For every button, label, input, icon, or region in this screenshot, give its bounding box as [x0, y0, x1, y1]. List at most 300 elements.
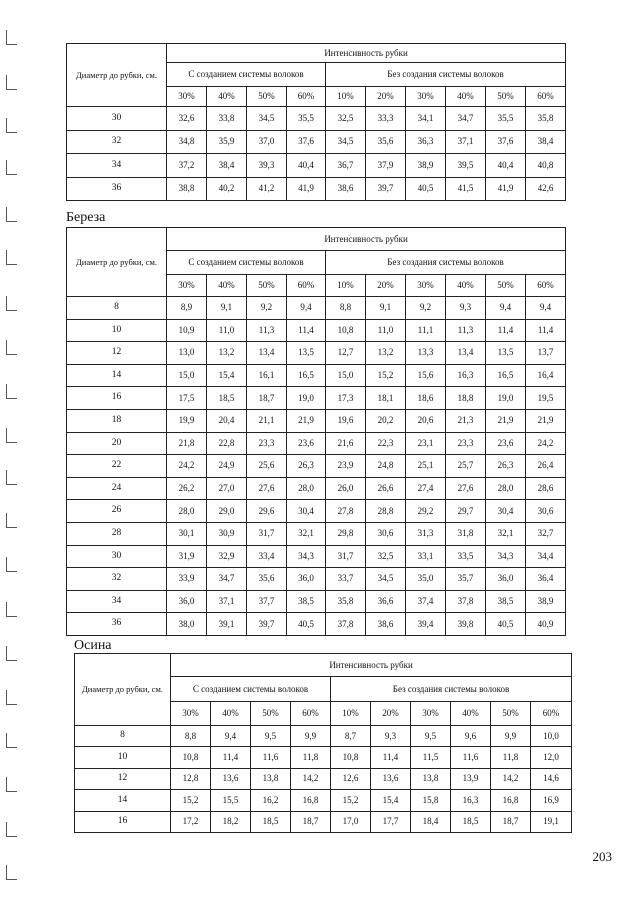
value-cell: 37,6 [287, 130, 326, 154]
table-row [67, 130, 566, 154]
value-cell: 23,3 [247, 432, 287, 455]
value-cell: 14,2 [291, 768, 331, 789]
percent-header: 20% [371, 702, 411, 726]
value-cell: 17,0 [331, 811, 371, 832]
value-cell: 13,8 [251, 768, 291, 789]
page-number: 203 [592, 849, 612, 864]
percent-header: 60% [287, 275, 326, 297]
value-cell: 39,8 [446, 613, 486, 636]
table-row [67, 342, 566, 365]
value-cell: 25,1 [406, 455, 446, 478]
header-row [67, 44, 566, 63]
value-cell: 38,4 [526, 130, 566, 154]
value-cell: 18,6 [406, 387, 446, 410]
value-cell: 39,4 [406, 613, 446, 636]
value-cell: 37,8 [446, 590, 486, 613]
value-cell: 15,0 [167, 364, 207, 387]
intensity-header: Интенсивность рубки [171, 654, 572, 677]
value-cell: 11,5 [411, 747, 451, 768]
intensity-header: Интенсивность рубки [167, 44, 566, 63]
value-cell: 39,7 [247, 613, 287, 636]
value-cell: 15,5 [211, 790, 251, 811]
value-cell: 38,8 [167, 177, 207, 201]
value-cell: 32,7 [526, 522, 566, 545]
value-cell: 35,9 [207, 130, 247, 154]
value-cell: 10,0 [531, 726, 572, 747]
value-cell: 16,1 [247, 364, 287, 387]
value-cell: 28,6 [526, 477, 566, 500]
value-cell: 37,2 [167, 154, 207, 178]
value-cell: 27,6 [247, 477, 287, 500]
value-cell: 9,4 [526, 297, 566, 320]
value-cell: 19,9 [167, 409, 207, 432]
value-cell: 14,6 [531, 768, 572, 789]
value-cell: 26,3 [486, 455, 526, 478]
value-cell: 35,5 [486, 107, 526, 131]
value-cell: 8,9 [167, 297, 207, 320]
value-cell: 33,8 [207, 107, 247, 131]
margin-mark [6, 557, 17, 572]
table-row [67, 387, 566, 410]
value-cell: 13,3 [406, 342, 446, 365]
diameter-cell: 12 [75, 768, 171, 789]
value-cell: 11,8 [291, 747, 331, 768]
without-portages-header: Без создания системы волоков [326, 63, 566, 87]
value-cell: 20,2 [366, 409, 406, 432]
percent-header: 60% [287, 87, 326, 107]
value-cell: 22,8 [207, 432, 247, 455]
diameter-header: Диаметр до рубки, см. [67, 228, 167, 297]
value-cell: 18,1 [366, 387, 406, 410]
diameter-cell: 28 [67, 522, 167, 545]
value-cell: 28,0 [486, 477, 526, 500]
value-cell: 17,2 [171, 811, 211, 832]
value-cell: 9,3 [371, 726, 411, 747]
value-cell: 15,0 [326, 364, 366, 387]
data-table [66, 43, 566, 201]
value-cell: 36,6 [366, 590, 406, 613]
value-cell: 32,1 [287, 522, 326, 545]
diameter-cell: 18 [67, 409, 167, 432]
value-cell: 11,3 [446, 319, 486, 342]
percent-header: 30% [406, 275, 446, 297]
diameter-cell: 12 [67, 342, 167, 365]
value-cell: 8,8 [326, 297, 366, 320]
table-row [67, 409, 566, 432]
value-cell: 13,5 [287, 342, 326, 365]
table-row [75, 811, 572, 832]
value-cell: 11,4 [371, 747, 411, 768]
value-cell: 18,7 [291, 811, 331, 832]
value-cell: 36,0 [167, 590, 207, 613]
value-cell: 30,1 [167, 522, 207, 545]
value-cell: 12,7 [326, 342, 366, 365]
value-cell: 13,9 [451, 768, 491, 789]
value-cell: 40,2 [207, 177, 247, 201]
margin-mark [6, 384, 17, 399]
value-cell: 10,8 [171, 747, 211, 768]
value-cell: 35,8 [526, 107, 566, 131]
value-cell: 25,7 [446, 455, 486, 478]
value-cell: 30,4 [486, 500, 526, 523]
percent-header: 40% [207, 87, 247, 107]
value-cell: 40,5 [486, 613, 526, 636]
value-cell: 34,5 [247, 107, 287, 131]
value-cell: 26,4 [526, 455, 566, 478]
margin-mark [6, 822, 17, 837]
percent-header: 40% [211, 702, 251, 726]
diameter-cell: 36 [67, 177, 167, 201]
diameter-cell: 8 [75, 726, 171, 747]
value-cell: 29,6 [247, 500, 287, 523]
value-cell: 30,4 [287, 500, 326, 523]
diameter-cell: 16 [75, 811, 171, 832]
value-cell: 15,4 [371, 790, 411, 811]
header-row [75, 654, 572, 677]
value-cell: 41,2 [247, 177, 287, 201]
value-cell: 18,7 [247, 387, 287, 410]
value-cell: 21,1 [247, 409, 287, 432]
value-cell: 41,9 [486, 177, 526, 201]
value-cell: 20,6 [406, 409, 446, 432]
value-cell: 21,9 [526, 409, 566, 432]
margin-mark [6, 865, 17, 880]
value-cell: 34,7 [207, 568, 247, 591]
value-cell: 11,8 [491, 747, 531, 768]
value-cell: 18,4 [411, 811, 451, 832]
value-cell: 12,8 [171, 768, 211, 789]
value-cell: 23,1 [406, 432, 446, 455]
value-cell: 21,8 [167, 432, 207, 455]
section-title: Осина [74, 638, 112, 653]
value-cell: 9,1 [366, 297, 406, 320]
percent-header: 30% [406, 87, 446, 107]
header-row [67, 228, 566, 251]
value-cell: 27,8 [326, 500, 366, 523]
value-cell: 13,6 [211, 768, 251, 789]
value-cell: 31,3 [406, 522, 446, 545]
value-cell: 23,6 [287, 432, 326, 455]
margin-mark [6, 690, 17, 705]
table-row [67, 477, 566, 500]
value-cell: 15,2 [366, 364, 406, 387]
value-cell: 11,3 [247, 319, 287, 342]
value-cell: 22,3 [366, 432, 406, 455]
diameter-cell: 30 [67, 107, 167, 131]
diameter-cell: 20 [67, 432, 167, 455]
table-row [75, 726, 572, 747]
value-cell: 27,0 [207, 477, 247, 500]
value-cell: 32,5 [326, 107, 366, 131]
value-cell: 9,3 [446, 297, 486, 320]
diameter-cell: 32 [67, 130, 167, 154]
margin-mark [6, 513, 17, 528]
value-cell: 9,6 [451, 726, 491, 747]
percent-header: 50% [486, 275, 526, 297]
margin-mark [6, 340, 17, 355]
table-row [67, 107, 566, 131]
table-row [67, 455, 566, 478]
value-cell: 33,3 [366, 107, 406, 131]
value-cell: 26,6 [366, 477, 406, 500]
value-cell: 31,8 [446, 522, 486, 545]
percent-header: 50% [251, 702, 291, 726]
value-cell: 34,5 [366, 568, 406, 591]
value-cell: 19,6 [326, 409, 366, 432]
value-cell: 34,5 [326, 130, 366, 154]
value-cell: 15,4 [207, 364, 247, 387]
value-cell: 9,5 [411, 726, 451, 747]
value-cell: 18,8 [446, 387, 486, 410]
value-cell: 11,0 [207, 319, 247, 342]
diameter-cell: 14 [75, 790, 171, 811]
value-cell: 11,4 [211, 747, 251, 768]
value-cell: 24,2 [526, 432, 566, 455]
value-cell: 19,5 [526, 387, 566, 410]
margin-mark [6, 428, 17, 443]
percent-header: 10% [326, 87, 366, 107]
value-cell: 34,1 [406, 107, 446, 131]
diameter-cell: 32 [67, 568, 167, 591]
value-cell: 32,5 [366, 545, 406, 568]
value-cell: 15,8 [411, 790, 451, 811]
value-cell: 28,0 [287, 477, 326, 500]
value-cell: 24,8 [366, 455, 406, 478]
value-cell: 13,4 [247, 342, 287, 365]
value-cell: 38,5 [486, 590, 526, 613]
value-cell: 9,9 [291, 726, 331, 747]
value-cell: 36,0 [486, 568, 526, 591]
value-cell: 37,0 [247, 130, 287, 154]
percent-header: 60% [291, 702, 331, 726]
value-cell: 18,5 [207, 387, 247, 410]
value-cell: 16,8 [491, 790, 531, 811]
value-cell: 11,0 [366, 319, 406, 342]
value-cell: 38,9 [406, 154, 446, 178]
value-cell: 26,0 [326, 477, 366, 500]
value-cell: 36,4 [526, 568, 566, 591]
margin-mark [6, 75, 17, 90]
value-cell: 9,9 [491, 726, 531, 747]
diameter-cell: 14 [67, 364, 167, 387]
value-cell: 23,6 [486, 432, 526, 455]
value-cell: 11,6 [451, 747, 491, 768]
value-cell: 38,9 [526, 590, 566, 613]
percent-header: 60% [531, 702, 572, 726]
value-cell: 21,9 [486, 409, 526, 432]
table-row [75, 768, 572, 789]
table-row [75, 790, 572, 811]
margin-mark [6, 602, 17, 617]
value-cell: 40,5 [287, 613, 326, 636]
value-cell: 15,2 [331, 790, 371, 811]
value-cell: 27,4 [406, 477, 446, 500]
percent-header: 40% [446, 275, 486, 297]
value-cell: 21,3 [446, 409, 486, 432]
value-cell: 8,7 [331, 726, 371, 747]
margin-mark [6, 777, 17, 792]
value-cell: 16,2 [251, 790, 291, 811]
without-portages-header: Без создания системы волоков [326, 251, 566, 275]
value-cell: 40,4 [486, 154, 526, 178]
table-row [67, 500, 566, 523]
value-cell: 35,7 [446, 568, 486, 591]
value-cell: 34,4 [526, 545, 566, 568]
value-cell: 11,1 [406, 319, 446, 342]
value-cell: 42,6 [526, 177, 566, 201]
value-cell: 10,8 [326, 319, 366, 342]
value-cell: 30,6 [526, 500, 566, 523]
percent-header: 40% [446, 87, 486, 107]
value-cell: 18,5 [251, 811, 291, 832]
value-cell: 33,4 [247, 545, 287, 568]
value-cell: 39,7 [366, 177, 406, 201]
value-cell: 37,1 [207, 590, 247, 613]
value-cell: 9,2 [247, 297, 287, 320]
diameter-cell: 8 [67, 297, 167, 320]
value-cell: 25,6 [247, 455, 287, 478]
percent-header: 40% [207, 275, 247, 297]
value-cell: 35,6 [247, 568, 287, 591]
value-cell: 33,7 [326, 568, 366, 591]
value-cell: 19,0 [287, 387, 326, 410]
margin-mark [6, 118, 17, 133]
value-cell: 37,1 [446, 130, 486, 154]
value-cell: 41,9 [287, 177, 326, 201]
value-cell: 38,6 [366, 613, 406, 636]
value-cell: 36,7 [326, 154, 366, 178]
percent-header: 30% [167, 87, 207, 107]
diameter-cell: 34 [67, 154, 167, 178]
value-cell: 40,9 [526, 613, 566, 636]
margin-mark [6, 646, 17, 661]
value-cell: 32,6 [167, 107, 207, 131]
value-cell: 16,3 [446, 364, 486, 387]
value-cell: 11,6 [251, 747, 291, 768]
value-cell: 19,0 [486, 387, 526, 410]
value-cell: 36,3 [406, 130, 446, 154]
with-portages-header: С созданием системы волоков [167, 251, 326, 275]
diameter-header: Диаметр до рубки, см. [67, 44, 167, 107]
value-cell: 16,9 [531, 790, 572, 811]
percent-header: 40% [451, 702, 491, 726]
table-row [67, 364, 566, 387]
with-portages-header: С созданием системы волоков [171, 677, 331, 702]
diameter-cell: 22 [67, 455, 167, 478]
value-cell: 26,3 [287, 455, 326, 478]
value-cell: 13,0 [167, 342, 207, 365]
table-row [67, 568, 566, 591]
value-cell: 21,9 [287, 409, 326, 432]
section-title: Береза [66, 210, 106, 225]
value-cell: 39,1 [207, 613, 247, 636]
percent-header: 50% [247, 87, 287, 107]
value-cell: 15,2 [171, 790, 211, 811]
value-cell: 37,7 [247, 590, 287, 613]
table-row [67, 177, 566, 201]
value-cell: 16,4 [526, 364, 566, 387]
value-cell: 11,4 [526, 319, 566, 342]
value-cell: 9,1 [207, 297, 247, 320]
table-row [67, 154, 566, 178]
table-row [67, 319, 566, 342]
value-cell: 33,9 [167, 568, 207, 591]
percent-header: 60% [526, 87, 566, 107]
percent-header: 60% [526, 275, 566, 297]
value-cell: 13,4 [446, 342, 486, 365]
table-row [75, 747, 572, 768]
diameter-cell: 10 [75, 747, 171, 768]
intensity-header: Интенсивность рубки [167, 228, 566, 251]
without-portages-header: Без создания системы волоков [331, 677, 572, 702]
percent-header: 50% [491, 702, 531, 726]
value-cell: 35,6 [366, 130, 406, 154]
value-cell: 34,3 [486, 545, 526, 568]
with-portages-header: С созданием системы волоков [167, 63, 326, 87]
diameter-cell: 16 [67, 387, 167, 410]
value-cell: 17,7 [371, 811, 411, 832]
value-cell: 13,8 [411, 768, 451, 789]
value-cell: 39,5 [446, 154, 486, 178]
percent-header: 30% [171, 702, 211, 726]
value-cell: 34,8 [167, 130, 207, 154]
value-cell: 9,2 [406, 297, 446, 320]
value-cell: 38,6 [326, 177, 366, 201]
binding-margin-marks [6, 0, 20, 905]
value-cell: 23,3 [446, 432, 486, 455]
value-cell: 29,2 [406, 500, 446, 523]
value-cell: 9,5 [251, 726, 291, 747]
margin-mark [6, 296, 17, 311]
margin-mark [6, 160, 17, 175]
value-cell: 18,2 [211, 811, 251, 832]
value-cell: 10,9 [167, 319, 207, 342]
value-cell: 31,7 [247, 522, 287, 545]
percent-header: 20% [366, 87, 406, 107]
value-cell: 31,9 [167, 545, 207, 568]
percent-header: 30% [411, 702, 451, 726]
value-cell: 21,6 [326, 432, 366, 455]
value-cell: 35,5 [287, 107, 326, 131]
value-cell: 24,9 [207, 455, 247, 478]
value-cell: 29,7 [446, 500, 486, 523]
value-cell: 13,5 [486, 342, 526, 365]
table-row [67, 590, 566, 613]
value-cell: 37,6 [486, 130, 526, 154]
margin-mark [6, 207, 17, 222]
value-cell: 11,4 [287, 319, 326, 342]
data-table [74, 653, 572, 833]
percent-header: 50% [247, 275, 287, 297]
value-cell: 24,2 [167, 455, 207, 478]
value-cell: 12,6 [331, 768, 371, 789]
table-row [67, 432, 566, 455]
value-cell: 16,5 [287, 364, 326, 387]
value-cell: 38,0 [167, 613, 207, 636]
value-cell: 9,4 [211, 726, 251, 747]
diameter-cell: 10 [67, 319, 167, 342]
value-cell: 18,5 [451, 811, 491, 832]
value-cell: 28,8 [366, 500, 406, 523]
value-cell: 23,9 [326, 455, 366, 478]
value-cell: 29,0 [207, 500, 247, 523]
value-cell: 13,2 [366, 342, 406, 365]
diameter-cell: 26 [67, 500, 167, 523]
value-cell: 35,0 [406, 568, 446, 591]
value-cell: 34,7 [446, 107, 486, 131]
value-cell: 26,2 [167, 477, 207, 500]
value-cell: 30,9 [207, 522, 247, 545]
